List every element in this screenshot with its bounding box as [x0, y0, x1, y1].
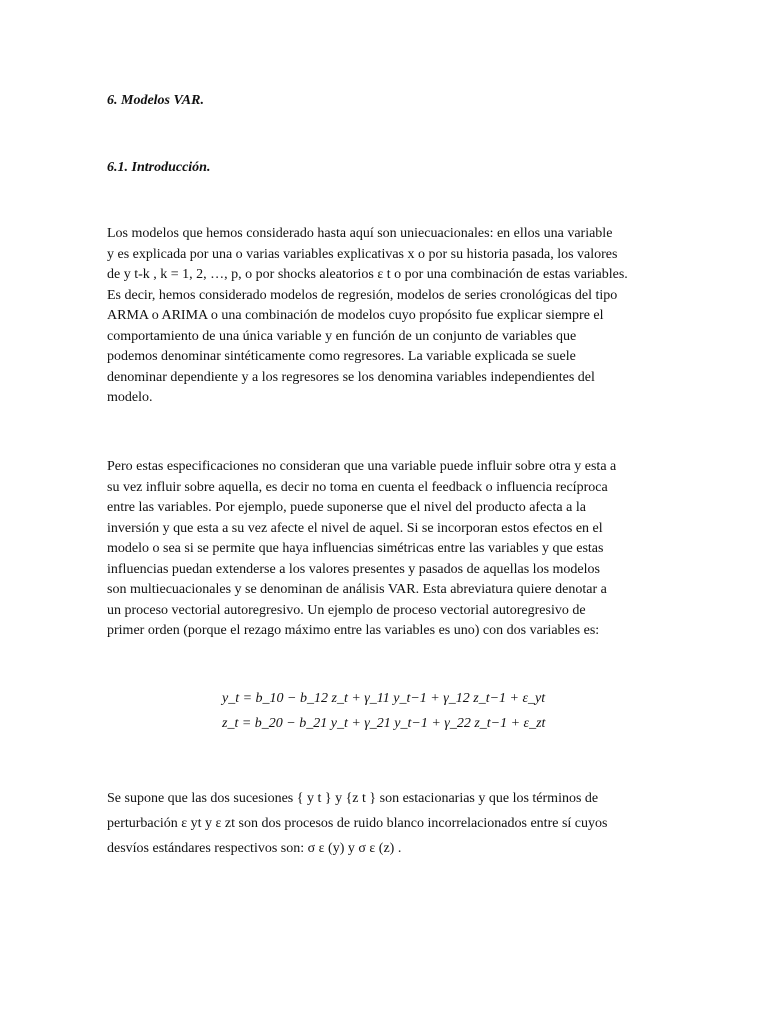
- equation-y: y_t = b_10 − b_12 z_t + γ_11 y_t−1 + γ_12 z_t−1 + ε_yt: [222, 691, 546, 706]
- paragraph-feedback: [107, 457, 662, 642]
- paragraph-intro: [107, 224, 662, 409]
- section-heading: 6. Modelos VAR.: [107, 93, 204, 108]
- text-line: denominar dependiente y a los regresores se los denomina variables independientes del: [107, 369, 595, 385]
- text-line: inversión y que esta a su vez afecte el nivel de aquel. Si se incorporan estos efectos en el: [107, 520, 603, 536]
- text-line: influencias puedan extenderse a los valores presentes y pasados de aquellas los modelos: [107, 561, 600, 577]
- text-line: Los modelos que hemos considerado hasta aquí son uniecuacionales: en ellos una variable: [107, 226, 613, 241]
- subsection-heading: 6.1. Introducción.: [107, 160, 211, 175]
- text-line: su vez influir sobre aquella, es decir no toma en cuenta el feedback o influencia recíproca: [107, 479, 608, 495]
- paragraph-assumptions: [107, 786, 662, 861]
- text-line: de y t-k , k = 1, 2, …, p, o por shocks aleatorios ε t o por una combinación de estas variables.: [107, 267, 628, 282]
- text-line: modelo.: [107, 390, 153, 405]
- text-line: y es explicada por una o varias variables explicativas x o por su historia pasada, los valores: [107, 246, 618, 262]
- text-line: entre las variables. Por ejemplo, puede suponerse que el nivel del producto afecta a la: [107, 500, 586, 515]
- text-line: perturbación ε yt y ε zt son dos procesos de ruido blanco incorrelacionados entre sí cuyos: [107, 816, 608, 831]
- text-line: desvíos estándares respectivos son: σ ε (y) y σ ε (z) .: [107, 841, 402, 856]
- text-line: ARMA o ARIMA o una combinación de modelos cuyo propósito fue explicar siempre el: [107, 308, 604, 323]
- text-line: podemos denominar sintéticamente como regresores. La variable explicada se suele: [107, 349, 576, 364]
- text-line: Se supone que las dos sucesiones { y t } y {z t } son estacionarias y que los términos de: [107, 791, 599, 806]
- equation-z: z_t = b_20 − b_21 y_t + γ_21 y_t−1 + γ_22 z_t−1 + ε_zt: [222, 716, 546, 731]
- text-line: primer orden (porque el rezago máximo entre las variables es uno) con dos variables es:: [107, 623, 600, 638]
- text-line: Es decir, hemos considerado modelos de regresión, modelos de series cronológicas del tipo: [107, 287, 618, 303]
- text-line: un proceso vectorial autoregresivo. Un ejemplo de proceso vectorial autoregresivo de: [107, 602, 586, 618]
- text-line: modelo o sea si se permite que haya influencias simétricas entre las variables y que estas: [107, 541, 604, 556]
- text-line: comportamiento de una única variable y en función de un conjunto de variables que: [107, 328, 577, 344]
- text-line: son multiecuacionales y se denominan de análisis VAR. Esta abreviatura quiere denotar a: [107, 582, 607, 597]
- text-line: Pero estas especificaciones no consideran que una variable puede influir sobre otra y esta a: [107, 459, 617, 474]
